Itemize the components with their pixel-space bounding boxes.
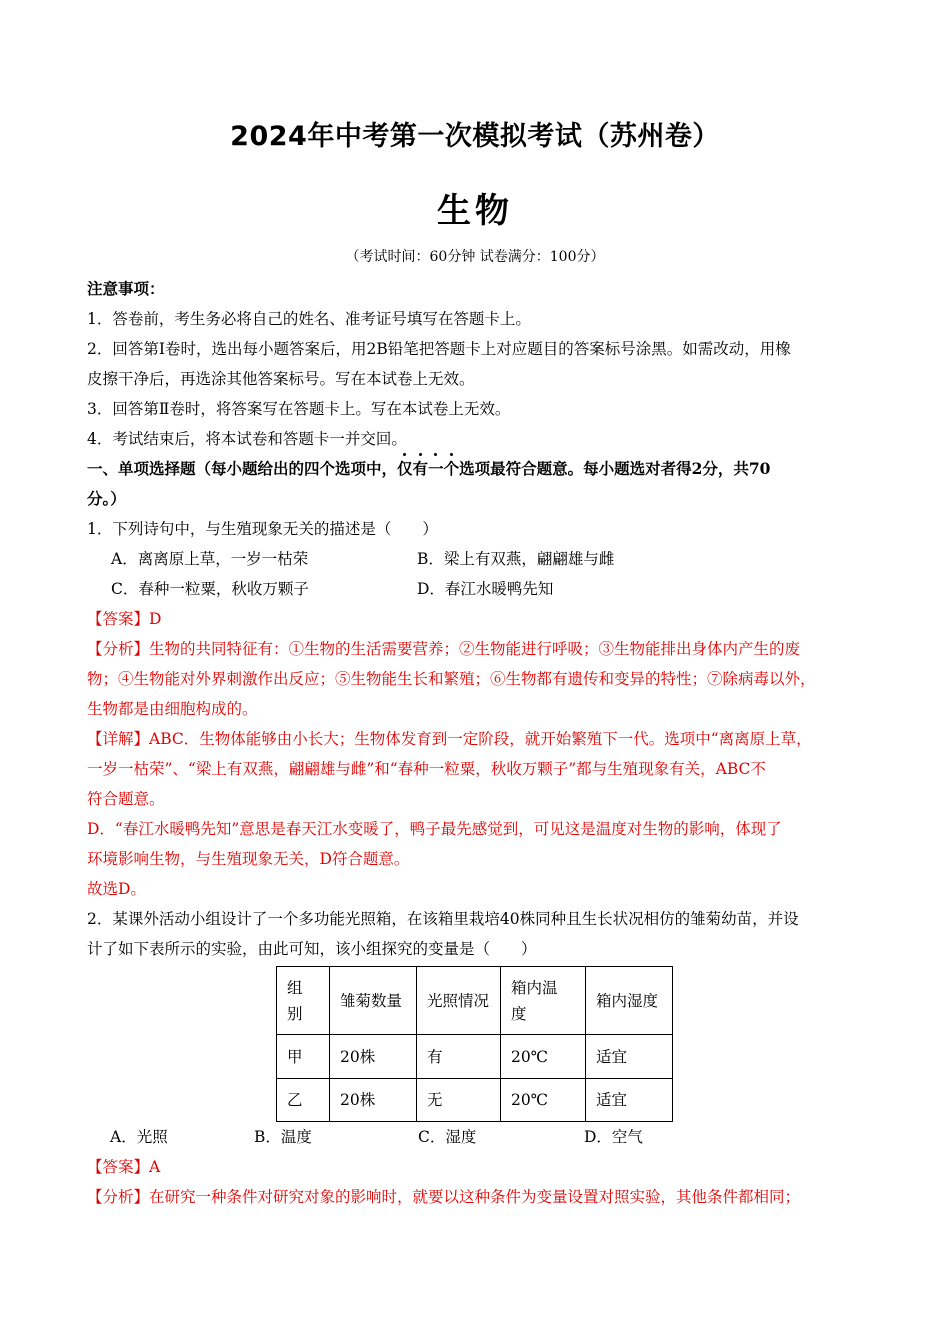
- detail-line: D．“春江水暖鸭先知”意思是春天江水变暖了，鸭子最先感觉到，可见这是温度对生物的影响，体现了: [87, 820, 782, 838]
- question-2-stem-line: 2．某课外活动小组设计了一个多功能光照箱，在该箱里栽培40株同种且生长状况相仿的雏菊幼苗，并设: [87, 910, 799, 928]
- table-header-cell: [330, 967, 417, 1035]
- notice-item: 3．回答第Ⅱ卷时，将答案写在答题卡上。写在本试卷上无效。: [87, 400, 511, 418]
- analysis-line: 物；④生物能对外界刺激作出反应；⑤生物能生长和繁殖；⑥生物都有遗传和变异的特性；⑦除病毒以外，: [87, 670, 816, 688]
- table-cell: 有: [417, 1035, 501, 1079]
- option-c: C．春种一粒粟，秋收万颗子: [111, 580, 309, 598]
- header-text: 雏菊数量: [340, 991, 403, 1010]
- question-2-answer: 【答案】A: [87, 1158, 161, 1176]
- header-text: 箱内湿度: [596, 991, 659, 1010]
- question-2-solution: [87, 1152, 869, 1212]
- notice-item: 4．考试结束后，将本试卷和答题卡一并交回。: [87, 430, 407, 448]
- table-row: [277, 1035, 673, 1079]
- emphasis-char: 仅: [397, 459, 413, 478]
- detail-line: 符合题意。: [87, 790, 165, 808]
- question-2-options-row: [110, 1122, 870, 1152]
- header-text: 箱内温: [511, 978, 558, 997]
- option-a: A．离离原上草，一岁一枯荣: [111, 550, 309, 568]
- question-1-options-row: [87, 544, 869, 574]
- notice-item: 皮擦干净后，再选涂其他答案标号。写在本试卷上无效。: [87, 370, 475, 388]
- header-text: 光照情况: [427, 991, 490, 1010]
- option-a: A．光照: [110, 1128, 168, 1146]
- table-header-row: [277, 967, 673, 1035]
- table-cell: 20℃: [501, 1035, 586, 1079]
- detail-line: 【详解】ABC．生物体能够由小长大；生物体发育到一定阶段，就开始繁殖下一代。选项中“离离原上草，: [87, 730, 812, 748]
- table-cell: 20株: [330, 1035, 417, 1079]
- question-2-stem-line: 计了如下表所示的实验，由此可知，该小组探究的变量是（ ）: [87, 940, 537, 958]
- option-d: D．春江水暖鸭先知: [417, 580, 554, 598]
- header-text: 别: [287, 1004, 303, 1023]
- emphasis-char: 个: [443, 459, 460, 478]
- option-d: D．空气: [584, 1128, 643, 1146]
- experiment-table: [276, 966, 673, 1122]
- table-row: [277, 1079, 673, 1122]
- question-1-stem: 1．下列诗句中，与生殖现象无关的描述是（ ）: [87, 520, 438, 538]
- emphasis-char: 有: [412, 459, 429, 478]
- table-cell: 甲: [277, 1035, 330, 1079]
- analysis-line: 【分析】在研究一种条件对研究对象的影响时，就要以这种条件为变量设置对照实验，其他条件都相同；: [87, 1188, 801, 1206]
- emphasis-char: 一: [428, 459, 444, 478]
- table-cell: 适宜: [586, 1079, 673, 1122]
- subject-title: 生物: [437, 191, 513, 231]
- table-header-cell: [277, 967, 330, 1035]
- analysis-line: 生物都是由细胞构成的。: [87, 700, 258, 718]
- section-heading-part1: 一、单项选择题（每小题给出的四个选项中，: [87, 459, 398, 478]
- detail-line: 故选D。: [87, 880, 146, 898]
- notice-item: 2．回答第Ⅰ卷时，选出每小题答案后，用2B铅笔把答题卡上对应题目的答案标号涂黑。如需改动，用橡: [87, 340, 791, 358]
- table-header-cell: [501, 967, 586, 1035]
- detail-line: 环境影响生物，与生殖现象无关，D符合题意。: [87, 850, 410, 868]
- main-content: [87, 274, 869, 964]
- question-1-answer: 【答案】D: [87, 610, 162, 628]
- table-cell: 20株: [330, 1079, 417, 1122]
- detail-line: 一岁一枯荣”、“梁上有双燕，翩翩雄与雌”和“春种一粒粟，秋收万颗子”都与生殖现象有关，ABC不: [87, 760, 766, 778]
- table-header-cell: [586, 967, 673, 1035]
- header-text: 组: [287, 978, 303, 997]
- option-b: B．梁上有双燕，翩翩雄与雌: [417, 550, 615, 568]
- analysis-line: 【分析】生物的共同特征有：①生物的生活需要营养；②生物能进行呼吸；③生物能排出身体内产生的废: [87, 640, 801, 658]
- exam-info: （考试时间：60分钟 试卷满分：100分）: [345, 249, 605, 265]
- option-c: C．湿度: [418, 1128, 477, 1146]
- question-1-options-row: [87, 574, 869, 604]
- section-heading-part2: 选项最符合题意。每小题选对者得2分，共70: [459, 459, 771, 478]
- section-heading: [87, 454, 869, 484]
- section-heading-line2: 分。）: [87, 489, 126, 508]
- table-cell: 乙: [277, 1079, 330, 1122]
- table-cell: 20℃: [501, 1079, 586, 1122]
- table-header-cell: [417, 967, 501, 1035]
- header-text: 度: [511, 1004, 527, 1023]
- table-cell: 适宜: [586, 1035, 673, 1079]
- document-title: 2024年中考第一次模拟考试（苏州卷）: [230, 121, 720, 152]
- notice-heading: 注意事项：: [87, 279, 165, 298]
- notice-item: 1．答卷前，考生务必将自己的姓名、准考证号填写在答题卡上。: [87, 310, 531, 328]
- table-cell: 无: [417, 1079, 501, 1122]
- option-b: B．温度: [254, 1128, 312, 1146]
